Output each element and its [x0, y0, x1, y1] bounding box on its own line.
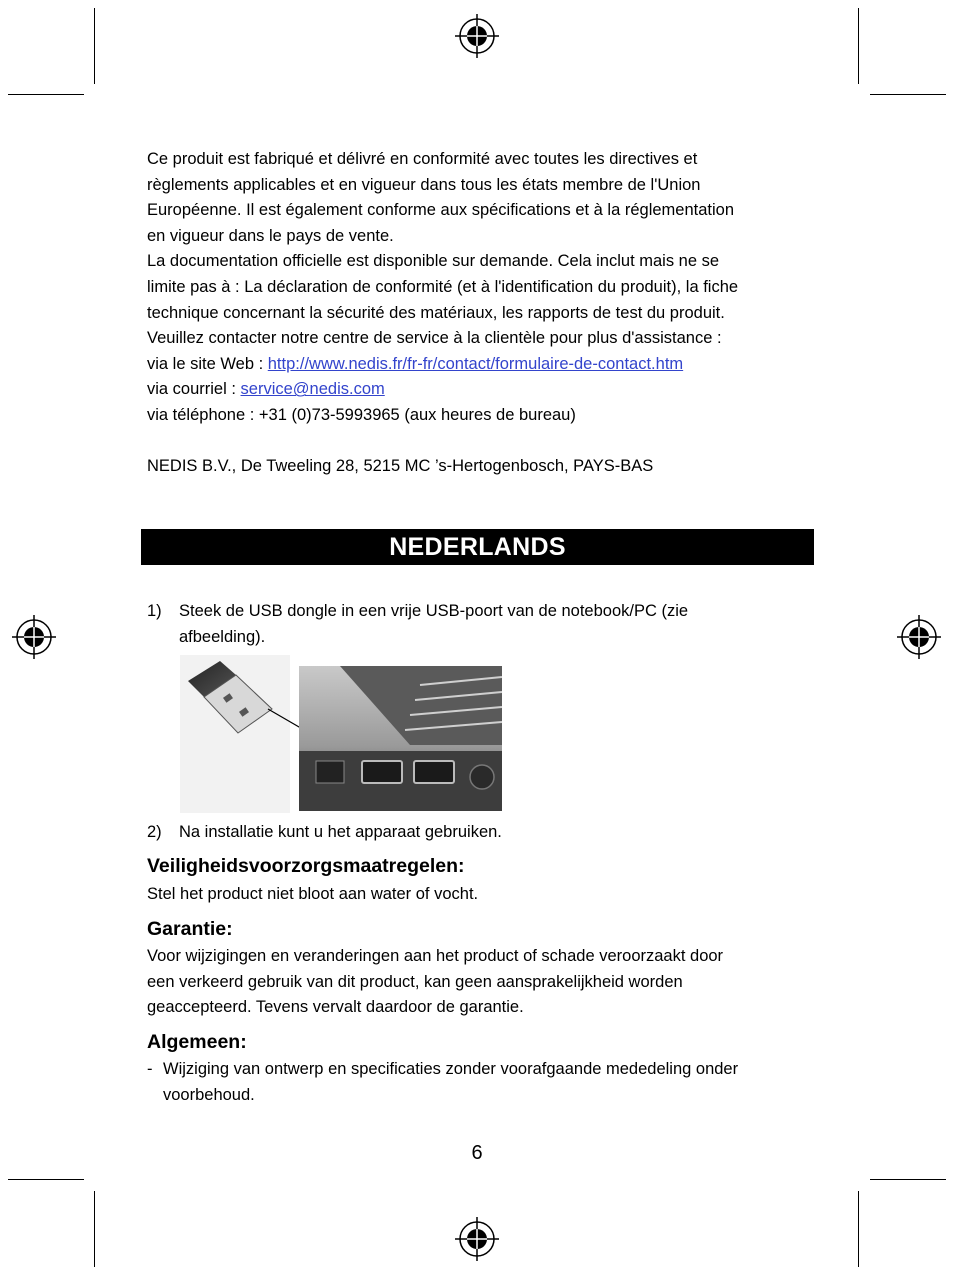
- page-number: 6: [471, 1142, 483, 1164]
- text-line: Wijziging van ontwerp en specificaties zonder voorafgaande mededeling onder: [163, 1060, 739, 1078]
- step-text: [179, 820, 799, 846]
- text-line: Européenne. Il est également conforme aux spécifications et à la réglementation: [147, 201, 735, 220]
- usb-installation-illustration: [180, 655, 504, 813]
- crop-mark: [858, 1191, 859, 1267]
- usb-dongle-icon: [180, 655, 290, 813]
- text-line: en vigueur dans le pays de vente.: [147, 226, 394, 245]
- email-line: [147, 377, 812, 403]
- text-line: Veuillez contacter notre centre de service à la clientèle pour plus d'assistance :: [147, 329, 722, 348]
- registration-mark-icon: [455, 14, 499, 58]
- laptop-usb-ports-photo: [299, 666, 502, 811]
- safety-text: Stel het product niet bloot aan water of vocht.: [147, 885, 479, 903]
- general-text: [163, 1057, 783, 1108]
- text-line: een verkeerd gebruik van dit product, kan geen aansprakelijkheid worden: [147, 972, 683, 991]
- contact-form-link[interactable]: http://www.nedis.fr/fr-fr/contact/formulaire-de-contact.htm: [267, 354, 684, 373]
- crop-mark: [94, 1191, 95, 1267]
- general-heading: Algemeen:: [147, 1031, 247, 1053]
- registration-mark-icon: [12, 615, 56, 659]
- bullet-dash: -: [147, 1060, 153, 1078]
- crop-mark: [94, 8, 95, 84]
- phone-line: via téléphone : +31 (0)73-5993965 (aux heures de bureau): [147, 405, 576, 424]
- french-declaration: [147, 147, 812, 480]
- website-line: [147, 352, 812, 378]
- text-line: voorbehoud.: [163, 1085, 255, 1104]
- text-line: geaccepteerd. Tevens vervalt daardoor de garantie.: [147, 998, 524, 1017]
- text-line: Voor wijzigingen en veranderingen aan het product of schade veroorzaakt door: [147, 947, 724, 965]
- safety-heading: Veiligheidsvoorzorgsmaatregelen:: [147, 855, 465, 877]
- text-line: La documentation officielle est disponible sur demande. Cela inclut mais ne se: [147, 252, 720, 271]
- crop-mark: [858, 8, 859, 84]
- text-line: Ce produit est fabriqué et délivré en conformité avec toutes les directives et: [147, 150, 698, 168]
- registration-mark-icon: [455, 1217, 499, 1261]
- text-line: technique concernant la sécurité des matériaux, les rapports de test du produit.: [147, 303, 725, 322]
- text-line: afbeelding).: [179, 627, 266, 646]
- text-line: Steek de USB dongle in een vrije USB-poort van de notebook/PC (zie: [179, 602, 689, 620]
- website-label: via le site Web :: [147, 354, 268, 373]
- warranty-heading: Garantie:: [147, 918, 233, 940]
- step-number: 2): [147, 823, 162, 841]
- text-line: règlements applicables et en vigueur dans tous les états membre de l'Union: [147, 175, 701, 194]
- warranty-text: [147, 944, 812, 1021]
- text-line: limite pas à : La déclaration de conformité (et à l'identification du produit), la fiche: [147, 277, 739, 296]
- language-banner: NEDERLANDS: [141, 529, 814, 565]
- crop-mark: [870, 94, 946, 95]
- text-line: Na installatie kunt u het apparaat gebruiken.: [179, 823, 502, 841]
- step-number: 1): [147, 602, 162, 620]
- crop-mark: [8, 1179, 84, 1180]
- email-label: via courriel :: [147, 380, 241, 399]
- email-link[interactable]: service@nedis.com: [240, 380, 385, 399]
- crop-mark: [870, 1179, 946, 1180]
- step-text: [179, 599, 799, 650]
- registration-mark-icon: [897, 615, 941, 659]
- company-address: NEDIS B.V., De Tweeling 28, 5215 MC ’s-Hertogenbosch, PAYS-BAS: [147, 457, 654, 476]
- crop-mark: [8, 94, 84, 95]
